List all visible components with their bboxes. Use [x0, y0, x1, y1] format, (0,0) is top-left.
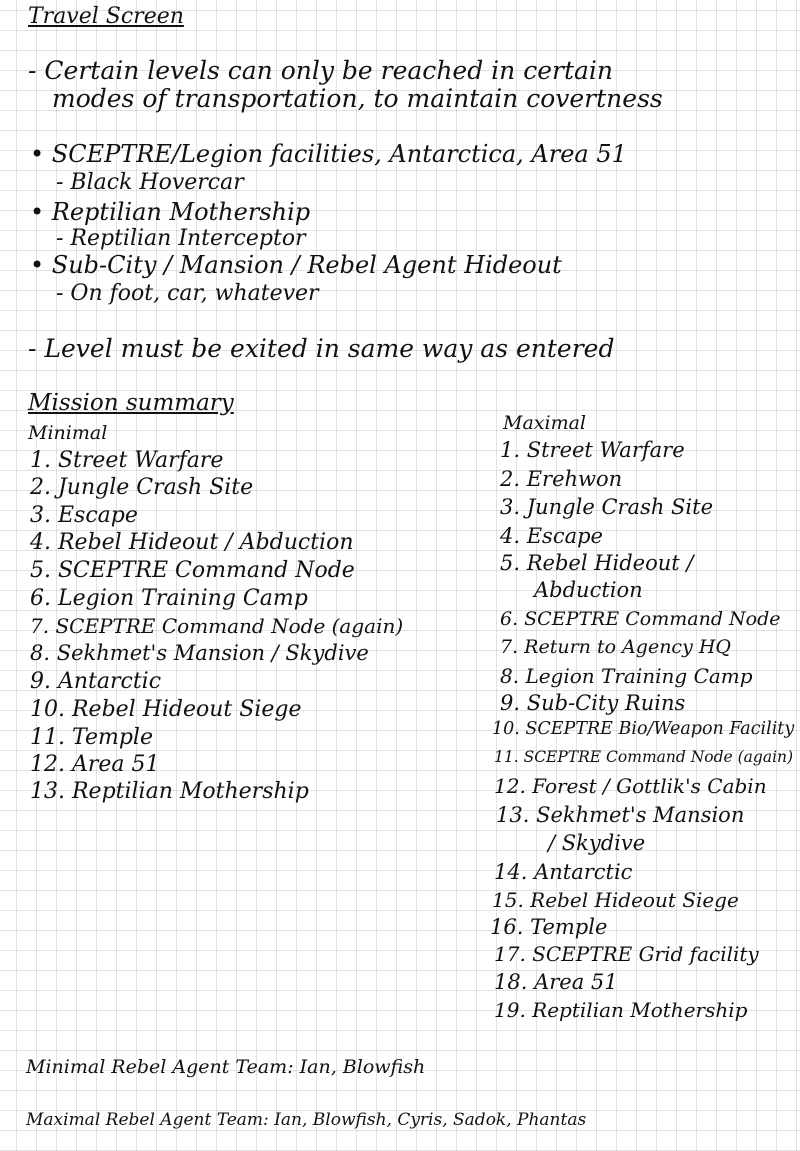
maximal-mission-item: 6. SCEPTRE Command Node — [500, 608, 781, 630]
minimal-mission-item: 5. SCEPTRE Command Node — [30, 558, 355, 583]
maximal-mission-item: 17. SCEPTRE Grid facility — [494, 942, 759, 966]
location-vehicle: - Black Hovercar — [56, 170, 244, 195]
transport-note-line-2: modes of transportation, to maintain covertness — [52, 84, 663, 113]
maximal-mission-item: 10. SCEPTRE Bio/Weapon Facility — [492, 719, 795, 739]
minimal-mission-item: 13. Reptilian Mothership — [30, 779, 309, 804]
maximal-mission-item: 8. Legion Training Camp — [500, 664, 753, 688]
maximal-mission-item: 18. Area 51 — [494, 970, 618, 994]
minimal-mission-item: 10. Rebel Hideout Siege — [30, 697, 302, 722]
minimal-mission-item: 12. Area 51 — [30, 752, 160, 777]
location-vehicle: - Reptilian Interceptor — [56, 226, 306, 251]
maximal-mission-item: 16. Temple — [490, 915, 608, 939]
page-title: Travel Screen — [28, 4, 184, 29]
transport-note-line-1: - Certain levels can only be reached in certain — [28, 56, 613, 85]
minimal-mission-item: 4. Rebel Hideout / Abduction — [30, 530, 354, 555]
minimal-column-label: Minimal — [28, 422, 108, 444]
exit-rule-note: - Level must be exited in same way as entered — [28, 334, 615, 363]
minimal-team-note: Minimal Rebel Agent Team: Ian, Blowfish — [26, 1056, 426, 1078]
maximal-mission-item: 1. Street Warfare — [500, 438, 685, 462]
maximal-mission-item: 7. Return to Agency HQ — [500, 636, 731, 658]
maximal-mission-item: 13. Sekhmet's Mansion — [496, 803, 745, 827]
maximal-mission-item: 3. Jungle Crash Site — [500, 495, 714, 519]
maximal-mission-item: 15. Rebel Hideout Siege — [492, 888, 739, 912]
maximal-mission-item: 9. Sub-City Ruins — [500, 691, 686, 715]
maximal-mission-item: 11. SCEPTRE Command Node (again) — [494, 748, 794, 766]
maximal-mission-item: 12. Forest / Gottlik's Cabin — [494, 774, 767, 798]
maximal-mission-item: Abduction — [534, 578, 643, 602]
minimal-mission-item: 2. Jungle Crash Site — [30, 475, 254, 500]
location-vehicle: - On foot, car, whatever — [56, 281, 319, 306]
maximal-mission-item: 4. Escape — [500, 524, 603, 548]
minimal-mission-item: 8. Sekhmet's Mansion / Skydive — [30, 641, 369, 665]
maximal-team-note: Maximal Rebel Agent Team: Ian, Blowfish, Cyris, Sadok, Phantas — [26, 1110, 587, 1130]
maximal-mission-item: 19. Reptilian Mothership — [494, 998, 748, 1022]
location-item: • Reptilian Mothership — [30, 198, 311, 226]
maximal-mission-item: 14. Antarctic — [494, 860, 633, 884]
minimal-mission-item: 7. SCEPTRE Command Node (again) — [30, 614, 404, 638]
location-item: • Sub-City / Mansion / Rebel Agent Hideout — [30, 251, 562, 279]
minimal-mission-item: 11. Temple — [30, 725, 153, 750]
maximal-mission-item: 2. Erehwon — [500, 467, 623, 491]
maximal-mission-item: 5. Rebel Hideout / — [500, 551, 694, 575]
location-item: • SCEPTRE/Legion facilities, Antarctica, Area 51 — [30, 140, 627, 168]
minimal-mission-item: 3. Escape — [30, 503, 138, 528]
minimal-mission-item: 1. Street Warfare — [30, 448, 224, 473]
minimal-mission-item: 9. Antarctic — [30, 669, 162, 694]
mission-summary-heading: Mission summary — [28, 390, 234, 416]
maximal-column-label: Maximal — [503, 412, 586, 434]
maximal-mission-item: / Skydive — [548, 831, 646, 855]
minimal-mission-item: 6. Legion Training Camp — [30, 586, 308, 611]
